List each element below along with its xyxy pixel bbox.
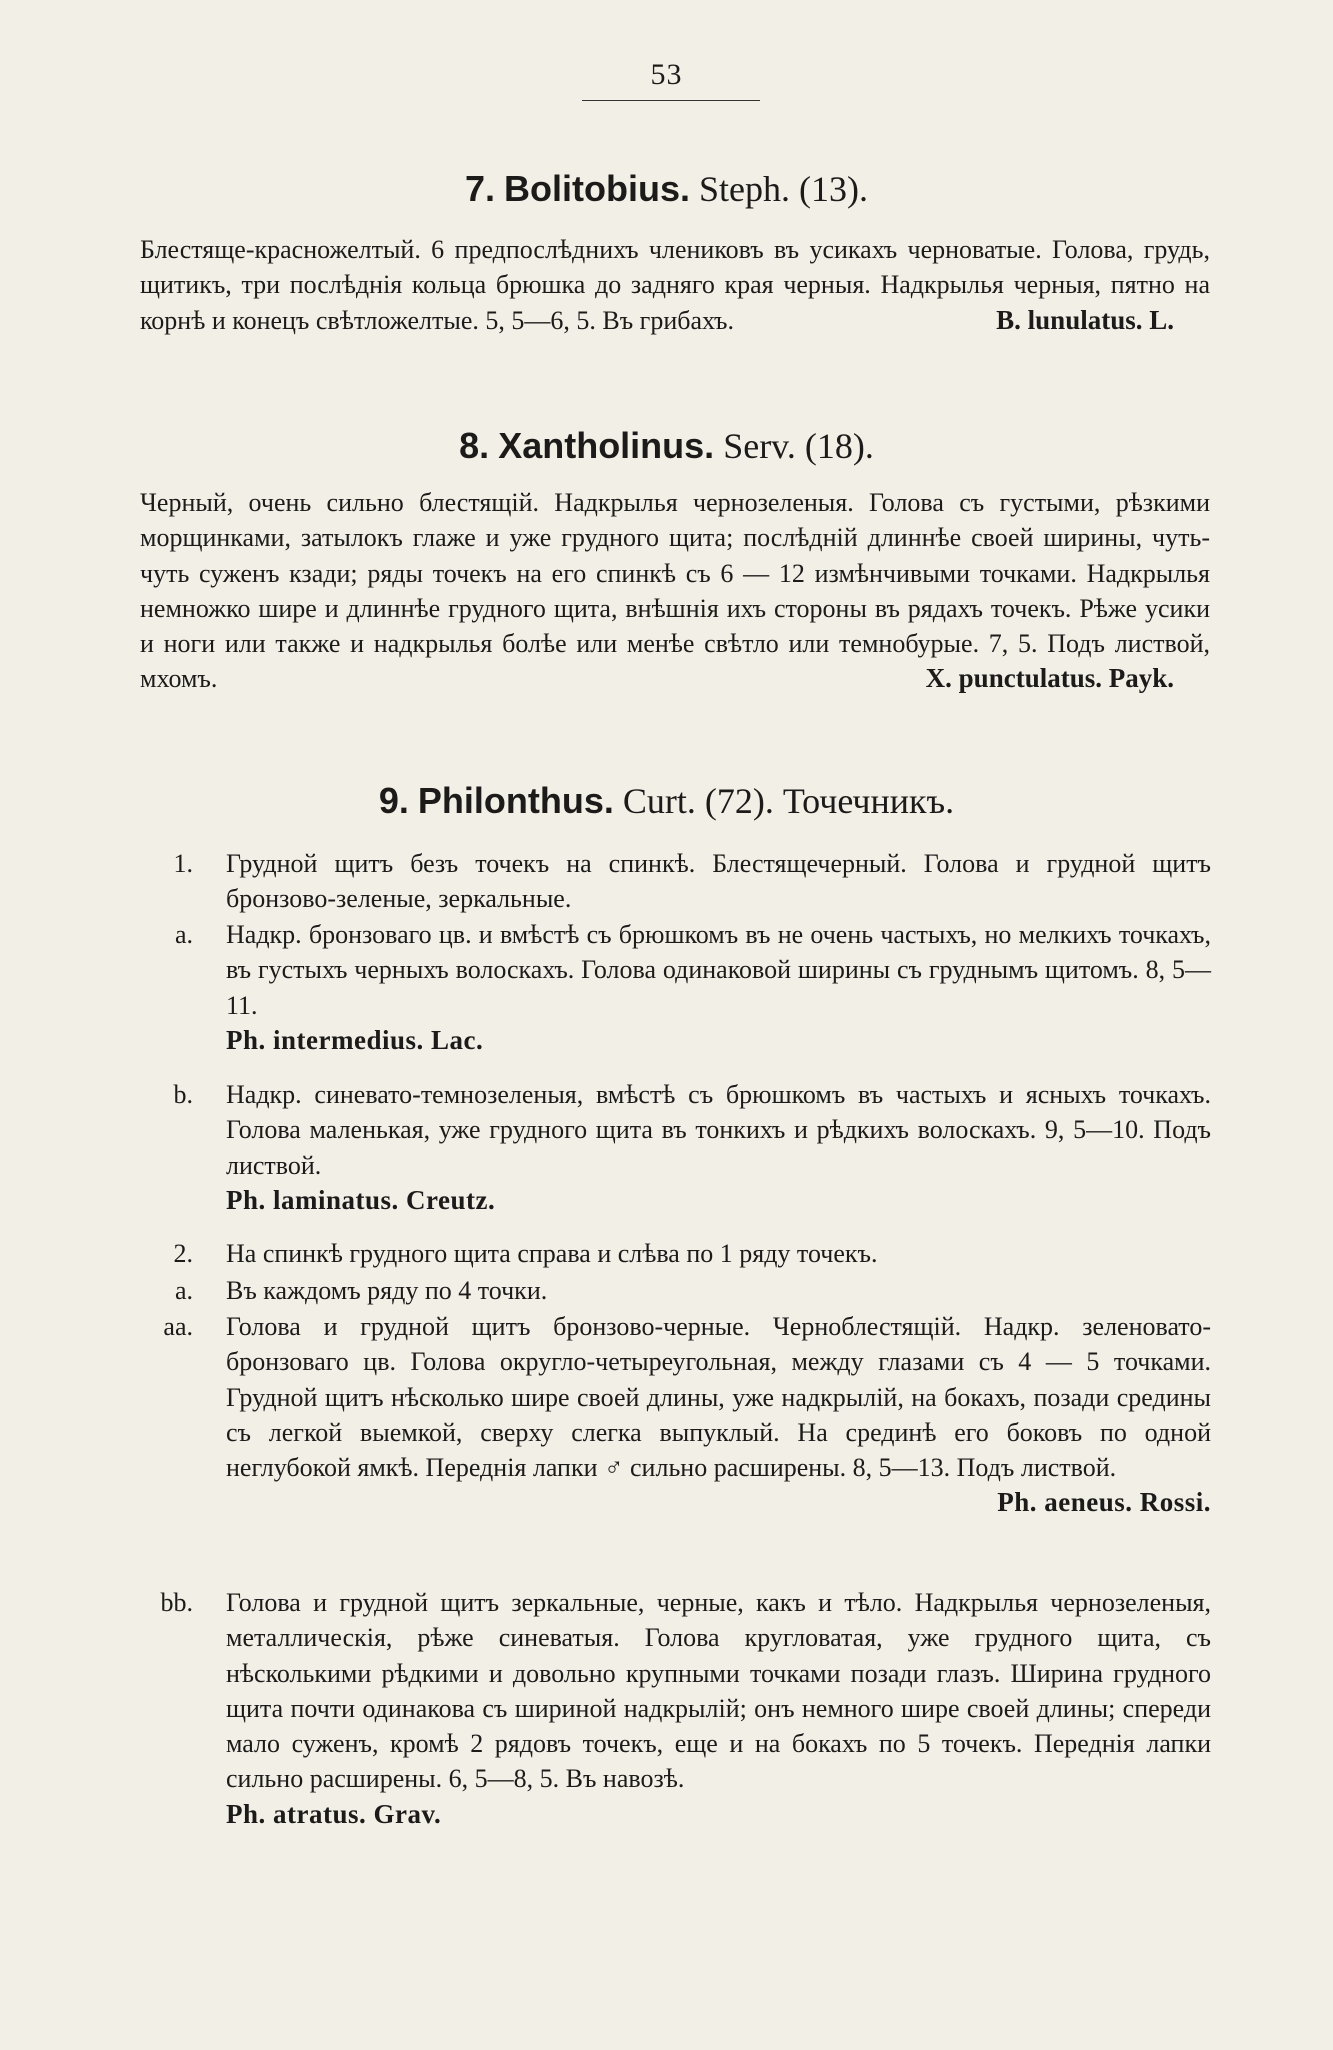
key-text (226, 917, 1211, 1058)
key-description: Надкр. синевато-темнозеленыя, вмѣстѣ съ брюшкомъ въ частыхъ и ясныхъ точкахъ. Голова маленькая, уже грудного щита въ тонкихъ и рѣдкихъ волоскахъ. 9, 5—10. Подъ листвой. (226, 1080, 1211, 1180)
genus-author: Curt. (622, 781, 696, 821)
key-label: 1. (173, 849, 193, 878)
genus-name: Bolitobius. (504, 168, 690, 209)
species-name: Ph. laminatus. Creutz. (226, 1184, 496, 1215)
key-label: b. (173, 1080, 193, 1109)
common-name: Точечникъ. (782, 781, 955, 821)
key-label: bb. (160, 1588, 193, 1617)
section-heading-philonthus (0, 780, 1333, 822)
species-count: (18). (804, 426, 874, 466)
genus-name: Xantholinus. (498, 425, 715, 466)
key-text (226, 1077, 1211, 1218)
section-heading-bolitobius (0, 168, 1333, 210)
section-description-xantholinus (140, 485, 1210, 697)
page-number: 53 (650, 58, 683, 91)
species-name: X. punctulatus. Payk. (925, 663, 1174, 694)
species-count: (13). (799, 169, 868, 209)
species-name: Ph. atratus. Grav. (226, 1798, 442, 1829)
page-number-rule (582, 100, 760, 101)
key-description: Надкр. бронзоваго цв. и вмѣстѣ съ брюшкомъ въ не очень частыхъ, но мелкихъ точкахъ, въ густыхъ черныхъ волоскахъ. Голова одинаковой ширины съ груднымъ щитомъ. 8, 5—11. (226, 920, 1211, 1020)
key-label: 2. (173, 1239, 193, 1268)
species-name: Ph. aeneus. Rossi. (997, 1487, 1211, 1518)
species-count: (72). (704, 781, 774, 821)
key-label: aa. (163, 1312, 193, 1341)
species-name: B. lunulatus. L. (996, 304, 1174, 335)
key-text: Грудной щитъ безъ точекъ на спинкѣ. Блестящечерный. Голова и грудной щитъ бронзово-зеленые, зеркальные. (226, 849, 1211, 914)
section-heading-xantholinus (0, 425, 1333, 467)
key-description: Голова и грудной щитъ зеркальные, черные, какъ и тѣло. Надкрылья чернозеленыя, металлическія, рѣже синеватыя. Голова кругловатая, уже грудного щита, съ нѣсколькими рѣдкими и довольно крупными точками позади глазъ. Ширина грудного щита почти одинакова съ шириной надкрылій; онъ немного шире своей длины; спереди мало суженъ, кромѣ 2 рядовъ точекъ, еще и на бокахъ по 5 точекъ. Переднія лапки сильно расширены. 6, 5—8, 5. Въ навозѣ. (226, 1588, 1211, 1794)
description-text: Блестяще-красножелтый. 6 предпослѣднихъ члениковъ въ усикахъ черноватые. Голова, грудь, щитикъ, три послѣднія кольца брюшка до задняго края черныя. Надкрылья черныя, пятно на корнѣ и конецъ свѣтложелтые. 5, 5—6, 5. Въ грибахъ. (140, 235, 1210, 335)
genus-name: Philonthus. (417, 780, 614, 821)
section-number: 9. (378, 780, 409, 821)
genus-author: Steph. (699, 169, 791, 209)
key-description: Голова и грудной щитъ бронзово-черные. Черноблестящій. Надкр. зеленовато-бронзоваго цв. Голова округло-четыреугольная, между глазами съ 4 — 5 точками. Грудной щитъ нѣсколько шире своей длины, уже надкрылій, на бокахъ, позади средины съ легкой выемкой, сверху слегка выпуклый. На срединѣ его боковъ по одной неглубокой ямкѣ. Переднія лапки ♂ сильно расширены. 8, 5—13. Подъ листвой. (226, 1312, 1211, 1483)
description-text: Черный, очень сильно блестящій. Надкрылья чернозеленыя. Голова съ густыми, рѣзкими морщинками, затылокъ глаже и уже грудного щита; послѣдній длиннѣе своей ширины, чуть-чуть суженъ кзади; ряды точекъ на его спинкѣ съ 6 — 12 измѣнчивыми точками. Надкрылья немножко шире и длиннѣе грудного щита, внѣшнія ихъ стороны въ рядахъ точекъ. Рѣже усики и ноги или также и надкрылья болѣе или менѣе свѣтло или темнобурые. 7, 5. Подъ листвой, мхомъ. (140, 488, 1210, 694)
species-name: Ph. intermedius. Lac. (226, 1024, 484, 1055)
key-text: На спинкѣ грудного щита справа и слѣва по 1 ряду точекъ. (226, 1239, 878, 1268)
key-text (226, 1309, 1211, 1521)
key-text (226, 1585, 1211, 1832)
key-label: a. (174, 1276, 193, 1305)
section-description-bolitobius (140, 232, 1210, 338)
section-number: 8. (459, 425, 490, 466)
key-text: Въ каждомъ ряду по 4 точки. (226, 1276, 548, 1305)
genus-author: Serv. (723, 426, 796, 466)
section-number: 7. (464, 168, 496, 209)
key-label: a. (174, 920, 193, 949)
